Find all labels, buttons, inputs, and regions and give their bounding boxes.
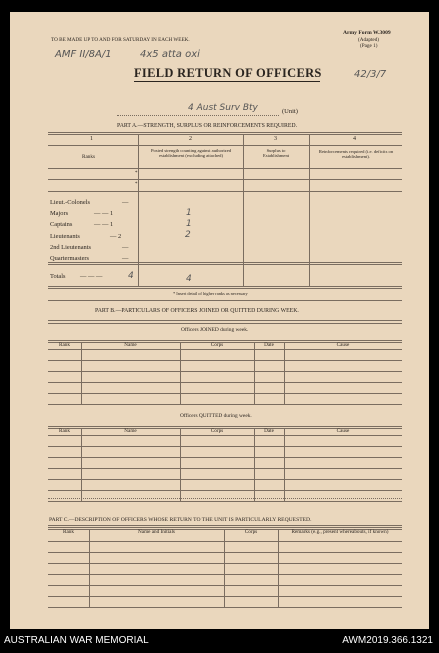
form-page: TO BE MADE UP TO AND FOR SATURDAY IN EACH WEEK. Army Form W.3009 (Adapted) (Page 1) AMF II/8A/1 4x5 atta oxi FIELD RETURN OF OFFICERS 42/3/7 4 Aust Surv Bty (Unit) PART A.—STRENGTH, SURPLUS OR REINFORCEMENTS REQUIRED. 1 2 3 4 Ranks Posted strength counting against authorized establishment (excluding attached) Surplus to Establishment Reinforcements required (i.e. deficits on establishment). * * Lieut.-Colonels Majors Captains Lieutenants 2nd Lieutenants Quartermasters — — — 1 — — 1 — 2 — — 1 1 2 Totals — — — 4 4 * Insert detail of higher ranks as necessary PART B.—PARTICULARS OF OFFICERS JOINED OR QUITTED DURING WEEK. Officers JOINED during week. Officers QUITTED during week. PART C.—DESCRIPTION OF OFFICERS WHOSE RETURN TO THE UNIT IS PARTICULARLY REQUESTED. Rank Name Corps Date Cause Rank Name Corps Date Cause Rank Name and Initials Corps Remarks (e.g., present whereabouts, if known) bbox=[10, 12, 429, 629]
rank-majors: Majors bbox=[50, 210, 69, 217]
form-instruction: TO BE MADE UP TO AND FOR SATURDAY IN EACH WEEK. bbox=[51, 37, 190, 43]
col-head-ranks: Ranks bbox=[82, 154, 95, 160]
posted-captains: 1 bbox=[186, 219, 192, 229]
form-adapted: (Adapted) bbox=[358, 37, 380, 43]
partc-col-name-and-initials: Name and Initials bbox=[138, 529, 175, 535]
totals-rank: 4 bbox=[128, 271, 134, 281]
form-title: FIELD RETURN OF OFFICERS bbox=[134, 66, 322, 80]
footer-right: AWM2019.366.1321 bbox=[342, 635, 433, 646]
rank-2nd-lieutenants: 2nd Lieutenants bbox=[50, 244, 91, 251]
posted-majors: 1 bbox=[186, 208, 192, 218]
joined-col-rank: Rank bbox=[59, 342, 70, 348]
handwritten-reference: AMF II/8A/1 bbox=[55, 49, 112, 60]
totals-posted: 4 bbox=[186, 274, 192, 284]
part-a-footnote: * Insert detail of higher ranks as necessary bbox=[173, 291, 248, 296]
quitted-col-rank: Rank bbox=[59, 428, 70, 434]
joined-col-corps: Corps bbox=[210, 342, 224, 348]
rank-captains: Captains bbox=[50, 221, 73, 228]
col-head-posted: Posted strength counting against authorized establishment (excluding attached) bbox=[150, 148, 232, 158]
footer-left: AUSTRALIAN WAR MEMORIAL bbox=[4, 635, 149, 646]
joined-col-name: Name bbox=[124, 342, 137, 348]
partc-col-corps: Corps bbox=[244, 529, 258, 535]
part-b-heading: PART B.—PARTICULARS OF OFFICERS JOINED OR QUITTED DURING WEEK. bbox=[95, 308, 299, 314]
quitted-col-date: Date bbox=[264, 428, 274, 434]
joined-title: Officers JOINED during week. bbox=[181, 327, 249, 333]
rank-lieut-colonels: Lieut.-Colonels bbox=[50, 199, 90, 206]
quitted-title: Officers QUITTED during week. bbox=[180, 413, 252, 419]
form-page-number: (Page 1) bbox=[360, 43, 378, 49]
quitted-col-name: Name bbox=[124, 428, 137, 434]
col-num-2: 2 bbox=[189, 136, 192, 142]
handwritten-date: 42/3/7 bbox=[354, 69, 387, 80]
partc-col-rank: Rank bbox=[63, 529, 74, 535]
part-c-heading: PART C.—DESCRIPTION OF OFFICERS WHOSE RETURN TO THE UNIT IS PARTICULARLY REQUESTED. bbox=[49, 517, 312, 523]
quitted-col-cause: Cause bbox=[336, 428, 350, 434]
part-a-heading: PART A.—STRENGTH, SURPLUS OR REINFORCEMENTS REQUIRED. bbox=[117, 123, 298, 129]
col-head-surplus: Surplus to Establishment bbox=[262, 148, 290, 158]
rank-lieutenants: Lieutenants bbox=[50, 233, 80, 240]
col-head-reinforcements: Reinforcements required (i.e. deficits on establishment). bbox=[318, 149, 394, 159]
unit-label: (Unit) bbox=[282, 108, 298, 115]
form-number: Army Form W.3009 bbox=[343, 30, 391, 36]
col-num-1: 1 bbox=[90, 136, 93, 142]
partc-col-remarks-e-g-present-whereabouts-if-known: Remarks (e.g., present whereabouts, if known) bbox=[291, 529, 389, 535]
rank-quartermasters: Quartermasters bbox=[50, 255, 90, 262]
handwritten-unit: 4 Aust Surv Bty bbox=[188, 103, 258, 113]
handwritten-code: 4x5 atta oxi bbox=[140, 49, 200, 60]
quitted-col-corps: Corps bbox=[210, 428, 224, 434]
joined-col-cause: Cause bbox=[336, 342, 350, 348]
posted-lieutenants: 2 bbox=[185, 230, 191, 240]
col-num-3: 3 bbox=[274, 136, 277, 142]
totals-label: Totals bbox=[50, 273, 66, 280]
joined-col-date: Date bbox=[264, 342, 274, 348]
col-num-4: 4 bbox=[353, 136, 356, 142]
footer-bar bbox=[0, 629, 439, 653]
